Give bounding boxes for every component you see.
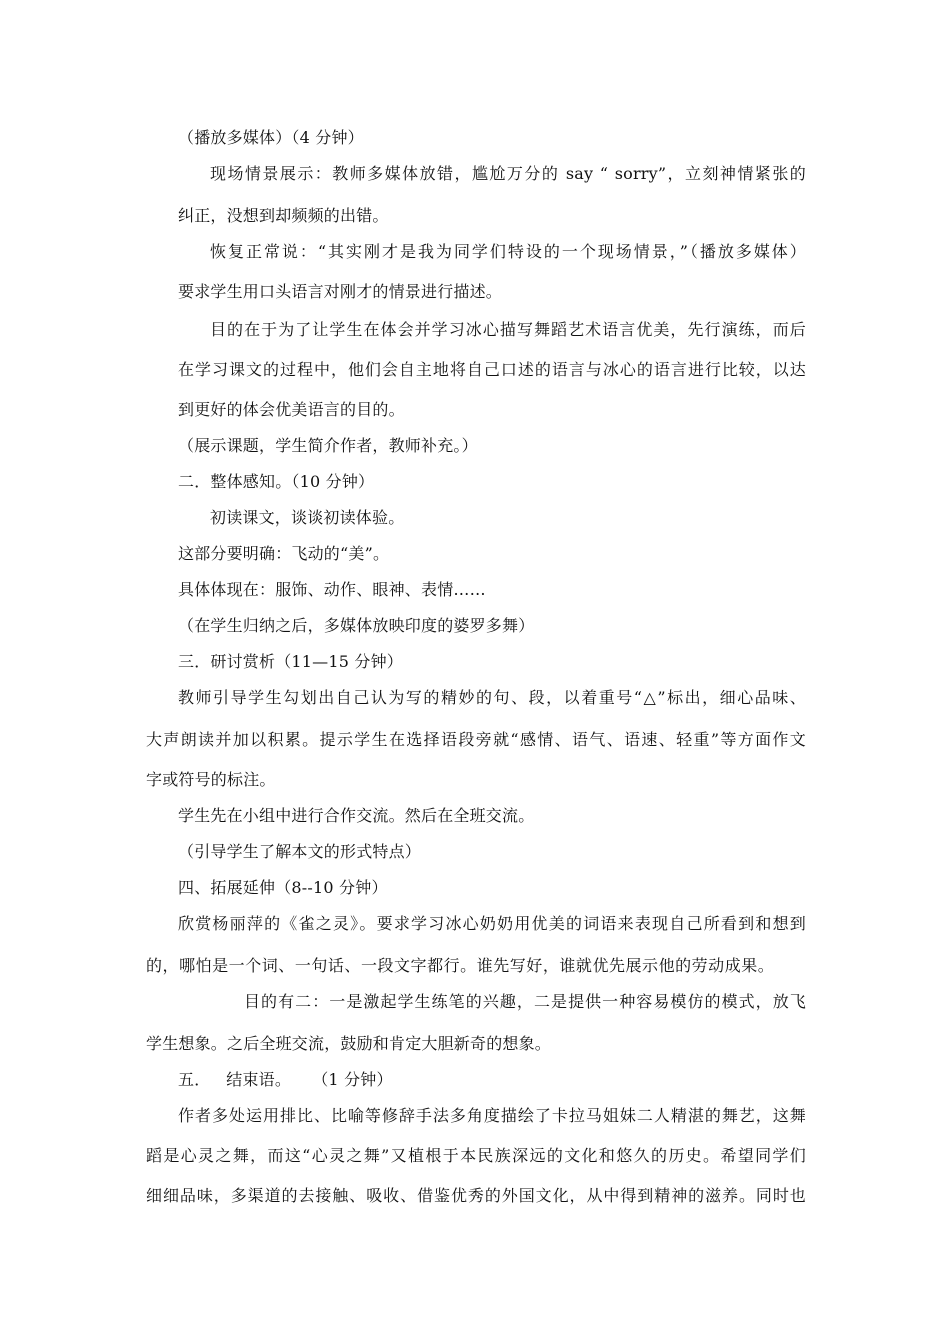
text-line: 的，哪怕是一个词、一句话、一段文字都行。谁先写好，谁就优先展示他的劳动成果。 [146,956,774,975]
text-line: 到更好的体会优美语言的目的。 [178,400,405,419]
text-line: （在学生归纳之后，多媒体放映印度的婆罗多舞） [178,616,535,635]
text-line: 初读课文，谈谈初读体验。 [210,508,405,527]
text-line: 作者多处运用排比、比喻等修辞手法多角度描绘了卡拉马姐妹二人精湛的舞艺，这舞 [178,1106,806,1125]
text-line: （引导学生了解本文的形式特点） [178,842,422,861]
text-line: （展示课题，学生简介作者，教师补充。） [178,436,478,455]
text-line: 学生想象。之后全班交流，鼓励和肯定大胆新奇的想象。 [146,1034,552,1053]
text-line: （播放多媒体）（4 分钟） [178,128,364,147]
text-line: 大声朗读并加以积累。提示学生在选择语段旁就“感情、语气、语速、轻重”等方面作文 [146,730,806,749]
section-heading: 四、拓展延伸（8--10 分钟） [178,878,388,897]
section-heading: 五． 结束语。 （1 分钟） [178,1070,393,1089]
text-line: 学生先在小组中进行合作交流。然后在全班交流。 [178,806,535,825]
text-line: 欣赏杨丽萍的《雀之灵》。要求学习冰心奶奶用优美的词语来表现自己所看到和想到 [178,914,806,933]
text-line: 恢复正常说：“其实刚才是我为同学们特设的一个现场情景，”（播放多媒体） [210,242,806,261]
text-line: 现场情景展示：教师多媒体放错，尴尬万分的 say “ sorry”，立刻神情紧张的 [210,164,806,183]
text-line: 纠正，没想到却频频的出错。 [178,206,389,225]
text-line: 教师引导学生勾划出自己认为写的精妙的句、段，以着重号“△”标出，细心品味、 [178,688,806,707]
text-line: 细细品味，多渠道的去接触、吸收、借鉴优秀的外国文化，从中得到精神的滋养。同时也 [146,1186,806,1205]
text-line: 目的有二：一是激起学生练笔的兴趣，二是提供一种容易模仿的模式，放飞 [244,992,806,1011]
section-heading: 三．研讨赏析（11—15 分钟） [178,652,404,671]
section-heading: 二．整体感知。（10 分钟） [178,472,375,491]
text-line: 这部分要明确：飞动的“美”。 [178,544,390,563]
text-line: 要求学生用口头语言对刚才的情景进行描述。 [178,282,503,301]
text-line: 目的在于为了让学生在体会并学习冰心描写舞蹈艺术语言优美，先行演练，而后 [210,320,806,339]
text-line: 字或符号的标注。 [146,770,276,789]
text-line: 蹈是心灵之舞，而这“心灵之舞”又植根于本民族深远的文化和悠久的历史。希望同学们 [146,1146,806,1165]
text-line: 在学习课文的过程中，他们会自主地将自己口述的语言与冰心的语言进行比较，以达 [178,360,806,379]
text-line: 具体体现在：服饰、动作、眼神、表情…… [178,580,486,599]
